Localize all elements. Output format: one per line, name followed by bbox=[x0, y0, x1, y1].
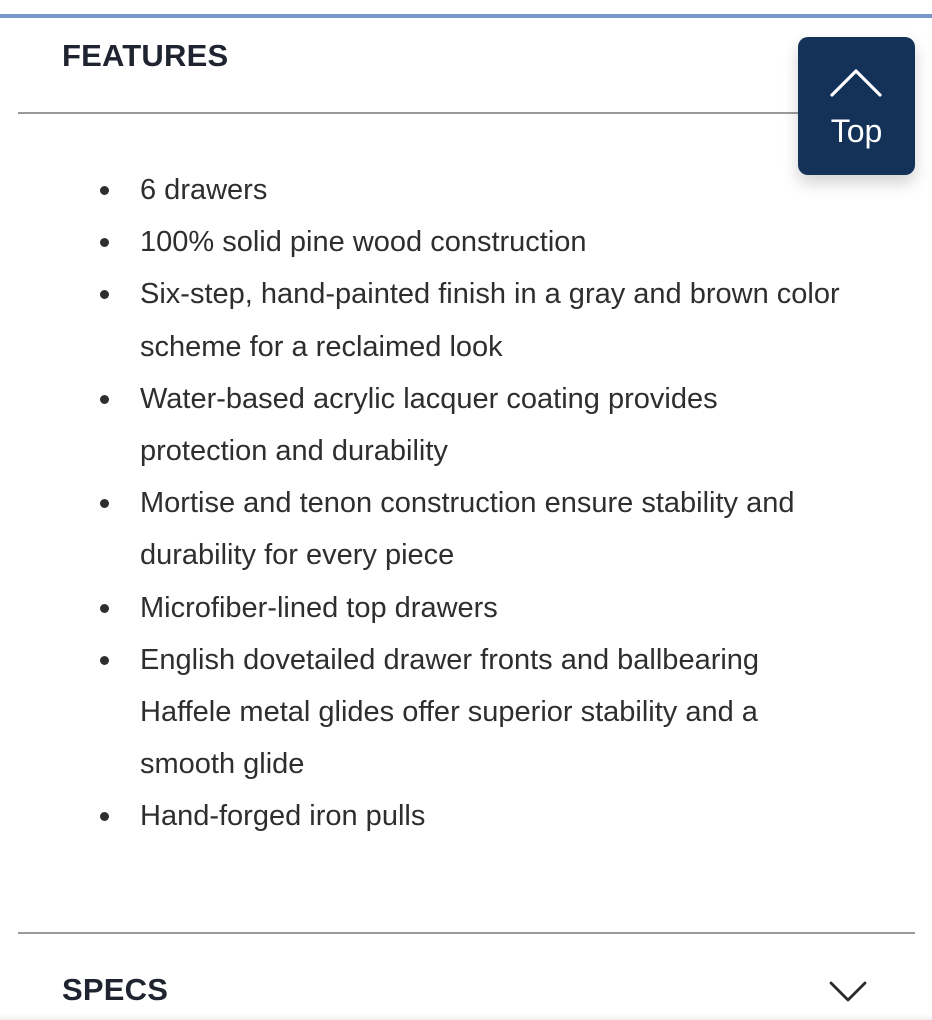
feature-item bbox=[100, 268, 840, 372]
top-button-label: Top bbox=[830, 113, 883, 149]
bullet-icon bbox=[100, 290, 109, 299]
feature-item bbox=[100, 373, 840, 477]
feature-text: Microfiber-lined top drawers bbox=[140, 591, 498, 624]
feature-item bbox=[100, 216, 840, 268]
bullet-icon bbox=[100, 604, 109, 613]
feature-item bbox=[100, 164, 840, 216]
chevron-down-icon bbox=[828, 978, 868, 1004]
specs-divider bbox=[18, 932, 915, 934]
features-list bbox=[100, 164, 840, 843]
feature-item bbox=[100, 477, 840, 581]
bullet-icon bbox=[100, 186, 109, 195]
chevron-up-icon bbox=[830, 67, 882, 97]
bullet-icon bbox=[100, 238, 109, 247]
specs-expand-toggle[interactable] bbox=[828, 978, 868, 1004]
bullet-icon bbox=[100, 499, 109, 508]
feature-text: Water-based acrylic lacquer coating provides protection and durability bbox=[140, 382, 718, 468]
bullet-icon bbox=[100, 656, 109, 665]
feature-text: Mortise and tenon construction ensure stability and durability for every piece bbox=[140, 487, 795, 572]
scroll-to-top-button[interactable] bbox=[798, 37, 915, 175]
feature-item bbox=[100, 582, 840, 634]
feature-text: 6 drawers bbox=[140, 174, 268, 206]
specs-heading[interactable]: SPECS bbox=[62, 972, 169, 1007]
feature-text: Hand-forged iron pulls bbox=[140, 800, 426, 833]
bullet-icon bbox=[100, 812, 109, 821]
feature-item bbox=[100, 634, 840, 791]
top-accent-bar bbox=[0, 14, 932, 18]
feature-text: Six-step, hand-painted finish in a gray and brown color scheme for a reclaimed look bbox=[140, 278, 840, 363]
bullet-icon bbox=[100, 395, 109, 404]
feature-text: English dovetailed drawer fronts and ballbearing Haffele metal glides offer superior stability and a smooth glide bbox=[140, 643, 760, 781]
feature-item bbox=[100, 790, 840, 842]
bottom-edge-shadow bbox=[0, 1014, 932, 1020]
features-divider bbox=[18, 112, 818, 114]
features-heading[interactable]: FEATURES bbox=[62, 38, 229, 73]
feature-text: 100% solid pine wood construction bbox=[140, 226, 587, 259]
